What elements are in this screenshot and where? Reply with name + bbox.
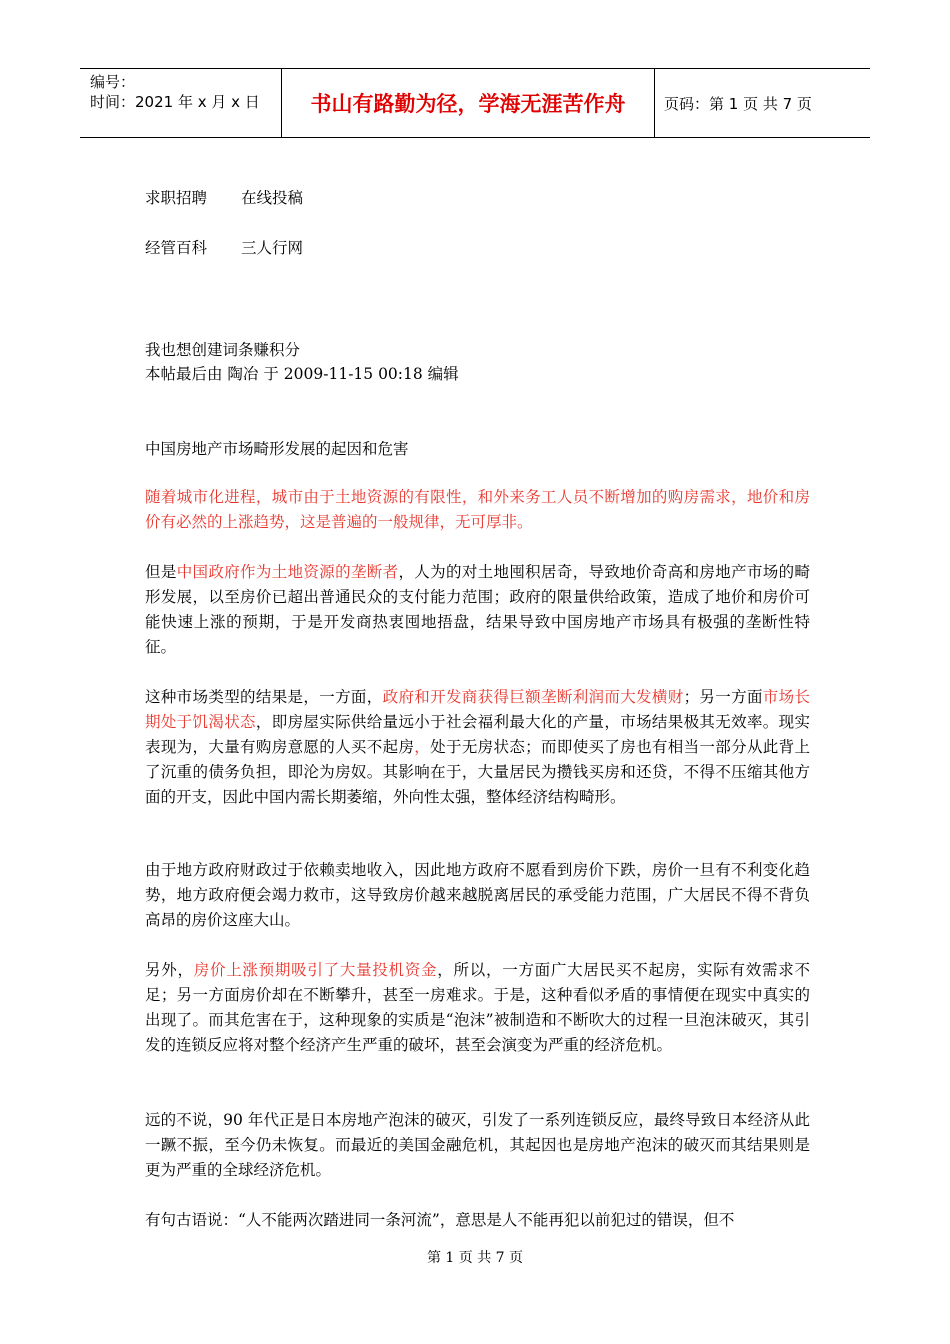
p3-text-b: ；另一方面	[683, 688, 763, 706]
p2-text-b: ，人为的对土地囤积居奇，导致地价奇高和房地产市场的畸形发展，以至房价已超出普通民众的支付能力范围；政府的限量供给政策，造成了地价和房价可能快速上涨的预期，于是开发商热衷囤地捂盘，结果导致中国房地产市场具有极强的垄断性特征。	[145, 563, 810, 656]
header-meta	[80, 69, 280, 137]
nav-link-wiki[interactable]: 经管百科	[145, 239, 208, 257]
paragraph-3	[145, 685, 810, 810]
paragraph-2	[145, 560, 810, 660]
paragraph-7: 有句古语说：“人不能两次踏进同一条河流”，意思是人不能再犯以前犯过的错误，但不	[145, 1211, 735, 1229]
p3-highlight-1: 政府和开发商获得巨额垄断利润而大发横财	[382, 688, 684, 706]
paragraph-5	[145, 958, 810, 1058]
p3-text-a: 这种市场类型的结果是，一方面，	[145, 688, 383, 706]
p2-text-a: 但是	[145, 563, 177, 581]
p5-text-b: ，所以，一方面广大居民买不起房，实际有效需求不足；另一方面房价却在不断攀升，甚至一房难求。于是，这种看似矛盾的事情便在现实中真实的出现了。而其危害在于，这种现象的实质是“泡沫”被制造和不断吹大的过程一旦泡沫破灭，其引发的连锁反应将对整个经济产生严重的破坏，甚至会演变为严重的经济危机。	[145, 961, 810, 1054]
nav-link-sanrenxing[interactable]: 三人行网	[241, 239, 304, 257]
p3-highlight-3: ，	[414, 738, 431, 756]
paragraph-6: 远的不说，90 年代正是日本房地产泡沫的破灭，引发了一系列连锁反应，最终导致日本经济从此一蹶不振，至今仍未恢复。而最近的美国金融危机，其起因也是房地产泡沫的破灭而其结果则是更为严重的全球经济危机。	[145, 1111, 810, 1179]
header-motto: 书山有路勤为径，学海无涯苦作舟	[281, 69, 655, 137]
p2-highlight: 中国政府作为土地资源的垄断者	[176, 563, 399, 581]
article-title: 中国房地产市场畸形发展的起因和危害	[145, 440, 409, 458]
nav-link-submit[interactable]: 在线投稿	[241, 189, 304, 207]
number-label: 编号：	[90, 73, 136, 91]
edit-line: 本帖最后由 陶冶 于 2009-11-15 00:18 编辑	[145, 365, 459, 383]
nav-row-1	[145, 186, 303, 208]
p3-text-c: ，即房屋实际供给量远小于社会福利最大化的产量，市场结果极其无效率。现实表现为，大量有购房意愿的人买不起房	[145, 713, 810, 756]
wiki-line[interactable]: 我也想创建词条赚积分	[145, 341, 301, 359]
p5-highlight: 房价上涨预期吸引了大量投机资金	[193, 961, 438, 979]
header-page-label: 页码：第 1 页 共 7 页	[664, 94, 812, 113]
page-header	[80, 68, 870, 138]
page-footer: 第 1 页 共 7 页	[426, 1250, 524, 1266]
time-label: 时间：2021 年 x 月 x 日	[90, 93, 260, 111]
paragraph-1: 随着城市化进程，城市由于土地资源的有限性，和外来务工人员不断增加的购房需求，地价和房价有必然的上涨趋势，这是普遍的一般规律，无可厚非。	[145, 488, 810, 531]
nav-link-jobs[interactable]: 求职招聘	[145, 189, 208, 207]
p3-highlight-2: 市场长期处于饥渴状态	[145, 688, 810, 731]
paragraph-4: 由于地方政府财政过于依赖卖地收入，因此地方政府不愿看到房价下跌，房价一旦有不利变化趋势，地方政府便会竭力救市，这导致房价越来越脱离居民的承受能力范围，广大居民不得不背负高昂的房价这座大山。	[145, 861, 810, 929]
p3-text-d: 处于无房状态；而即使买了房也有相当一部分从此背上了沉重的债务负担，即沦为房奴。其影响在于，大量居民为攒钱买房和还贷，不得不压缩其他方面的开支，因此中国内需长期萎缩，外向性太强，整体经济结构畸形。	[145, 738, 810, 806]
p5-text-a: 另外，	[145, 961, 194, 979]
nav-row-2	[145, 236, 303, 258]
